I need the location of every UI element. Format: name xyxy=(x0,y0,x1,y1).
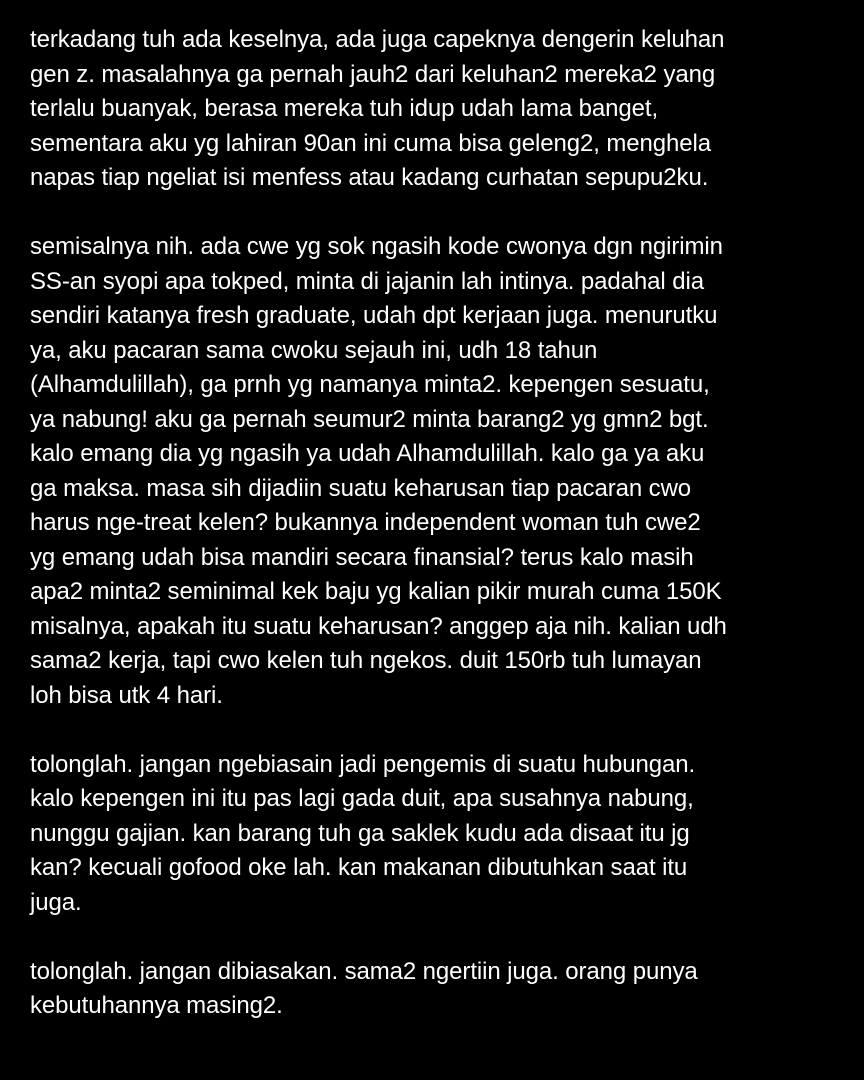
text-line: terlalu buanyak, berasa mereka tuh idup udah lama banget, xyxy=(30,95,659,122)
paragraph-2 xyxy=(30,230,840,713)
paragraph-3 xyxy=(30,748,840,921)
text-line: tolonglah. jangan dibiasakan. sama2 ngertiin juga. orang punya xyxy=(30,957,698,985)
text-line: sendiri katanya fresh graduate, udah dpt kerjaan juga. menurutku xyxy=(30,302,718,329)
text-line: SS-an syopi apa tokped, minta di jajanin lah intinya. padahal dia xyxy=(30,267,704,295)
text-line: ya, aku pacaran sama cwoku sejauh ini, udh 18 tahun xyxy=(30,336,598,364)
paragraph-4 xyxy=(30,955,840,1024)
paragraph-1 xyxy=(30,23,840,196)
text-line: juga. xyxy=(30,888,82,916)
text-line: kebutuhannya masing2. xyxy=(30,992,283,1019)
text-line: semisalnya nih. ada cwe yg sok ngasih kode cwonya dgn ngirimin xyxy=(30,233,723,260)
text-line: gen z. masalahnya ga pernah jauh2 dari keluhan2 mereka2 yang xyxy=(30,60,716,88)
text-line: harus nge-treat kelen? bukannya independent woman tuh cwe2 xyxy=(30,509,701,536)
text-line: kalo kepengen ini itu pas lagi gada duit, apa susahnya nabung, xyxy=(30,785,694,812)
text-line: nunggu gajian. kan barang tuh ga saklek kudu ada disaat itu jg xyxy=(30,819,690,847)
text-line: yg emang udah bisa mandiri secara finansial? terus kalo masih xyxy=(30,543,694,571)
text-line: ya nabung! aku ga pernah seumur2 minta barang2 yg gmn2 bgt. xyxy=(30,405,709,433)
text-line: (Alhamdulillah), ga prnh yg namanya minta2. kepengen sesuatu, xyxy=(30,371,710,398)
text-line: tolonglah. jangan ngebiasain jadi pengemis di suatu hubungan. xyxy=(30,750,696,778)
text-line: apa2 minta2 seminimal kek baju yg kalian pikir murah cuma 150K xyxy=(30,578,722,605)
text-line: loh bisa utk 4 hari. xyxy=(30,681,223,709)
text-line: misalnya, apakah itu suatu keharusan? anggep aja nih. kalian udh xyxy=(30,612,727,640)
text-line: ga maksa. masa sih dijadiin suatu keharusan tiap pacaran cwo xyxy=(30,474,692,502)
text-line: napas tiap ngeliat isi menfess atau kadang curhatan sepupu2ku. xyxy=(30,164,709,191)
text-line: terkadang tuh ada keselnya, ada juga capeknya dengerin keluhan xyxy=(30,26,725,53)
text-line: sementara aku yg lahiran 90an ini cuma bisa geleng2, menghela xyxy=(30,129,712,157)
text-line: kalo emang dia yg ngasih ya udah Alhamdulillah. kalo ga ya aku xyxy=(30,440,705,467)
text-line: kan? kecuali gofood oke lah. kan makanan dibutuhkan saat itu xyxy=(30,854,688,881)
text-line: sama2 kerja, tapi cwo kelen tuh ngekos. duit 150rb tuh lumayan xyxy=(30,647,702,674)
text-post xyxy=(30,23,840,1024)
